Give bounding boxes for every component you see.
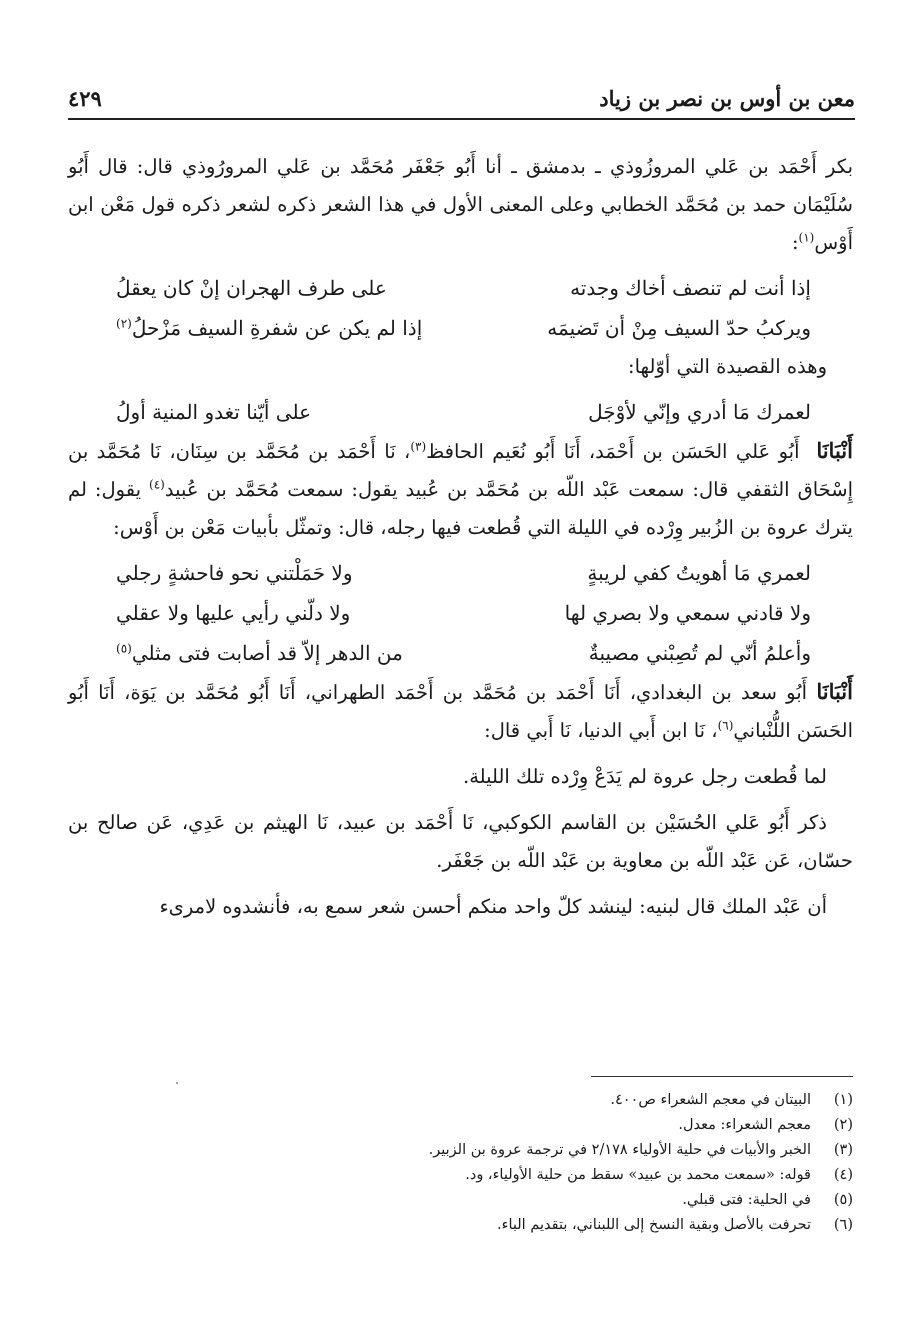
verse-6-second-text: من الدهر إلاّ قد أصابت فتى مثلي — [131, 641, 403, 665]
footnote-number: (٤) — [833, 1167, 853, 1183]
verse-line-2 — [68, 308, 853, 348]
footnote-ref-5: (٥) — [116, 641, 132, 656]
footnote-ref-1: (١) — [798, 230, 815, 245]
footnote-text: في الحلية: فتى قبلي. — [682, 1192, 811, 1208]
paragraph-3-text-b: ، نَا أَحْمَد بن مُحَمَّد بن سِنَان، نَا مُحَمَّد بن إِسْحَاق الثقفي قال: سمعت عَبْد اللّه بن مُحَمَّد بن عُبيد يقول: سمعت مُحَمَّد بن عُبيد — [68, 440, 854, 501]
paragraph-4-text-a: أَبُو سعد بن البغدادي، أَنَا أَحْمَد بن مُحَمَّد بن أَحْمَد الطهراني، أَنَا أَبُو مُحَمَّد بن يَوَة، أَنَا أَبُو الحَسَن اللُّنْباني — [68, 681, 853, 742]
paragraph-4-text-b: ، نَا ابن أَبي الدنيا، نَا أَبي قال: — [484, 719, 718, 742]
footnote-number: (١) — [833, 1092, 853, 1108]
verse-line-5 — [68, 593, 853, 633]
footnote-ref-6: (٦) — [717, 718, 734, 733]
footnote-item — [68, 1163, 853, 1188]
verse-6-first-hemistich: وأعلمُ أنّي لم تُصِبْني مصيبةٌ — [588, 641, 811, 665]
paragraph-1 — [68, 148, 853, 262]
footnote-text: البيتان في معجم الشعراء ص٤٠٠. — [610, 1092, 811, 1108]
paragraph-1-text: بكر أَحْمَد بن عَلي المروزُوذي ـ بدمشق ـ أنا أَبُو جَعْفَر مُحَمَّد بن عَلي المرورُوذي قال: قال أَبُو سُلَيْمَان حمد بن مُحَمَّد الخطابي وعلى المعنى الأول في هذا الشعر ذكره لشعر ذكره قول مَعْن ابن أَوْس — [68, 155, 853, 254]
verse-1-first-hemistich: إذا أنت لم تنصف أخاك وجدته — [570, 276, 811, 300]
footnote-item — [68, 1138, 853, 1163]
paragraph-3-text-a: أَبُو عَلي الحَسَن بن أَحْمَد، أَنَا أَبُو نُعَيم الحافظ — [426, 440, 800, 463]
footnote-text: تحرفت بالأصل وبقية النسخ إلى اللبناني، بتقديم الباء. — [497, 1217, 811, 1233]
page-number: ٤٢٩ — [68, 86, 102, 111]
verse-3-second-hemistich: على أيّنا تغدو المنية أولُ — [116, 400, 312, 424]
scan-speck — [176, 1082, 178, 1084]
verse-line-3 — [68, 392, 853, 432]
verse-line-1 — [68, 268, 853, 308]
anbana-keyword: أَنْبَانَا — [816, 438, 853, 463]
paragraph-3-text-c: يقول: لم يترك عروة بن الزُبير وِرْده في الليلة التي قُطعت فيها رجله، قال: وتمثّل بأبيات مَعْن بن أَوْس: — [68, 478, 853, 539]
running-title: معن بن أوس بن نصر بن زياد — [599, 86, 855, 111]
footnote-number: (٢) — [833, 1117, 853, 1133]
verse-5-first-hemistich: ولا قادني سمعي ولا بصري لها — [564, 601, 811, 625]
footnote-number: (٣) — [833, 1142, 853, 1158]
paragraph-6: ذكر أَبُو عَلي الحُسَيْن بن القاسم الكوكبي، نَا أَحْمَد بن عبيد، نَا الهيثم بن عَدِي، عَن صالح بن حسّان، عَن عَبْد اللّه بن معاوية بن عَبْد اللّه بن جَعْفَر. — [68, 811, 853, 872]
footnote-item — [68, 1188, 853, 1213]
paragraph-2: وهذه القصيدة التي أوّلها: — [628, 355, 827, 378]
verse-4-first-hemistich: لعمري مَا أهويتُ كفي لريبةٍ — [587, 561, 811, 585]
paragraph-1-end: : — [791, 231, 799, 254]
footnote-item — [68, 1113, 853, 1138]
anbana-keyword-2: أَنْبَانَا — [816, 679, 853, 704]
footnote-item — [68, 1213, 853, 1238]
verse-3-first-hemistich: لعمرك مَا أدري وإنّي لأوْجَل — [588, 400, 811, 424]
footnotes — [68, 1088, 853, 1238]
paragraph-7: أن عَبْد الملك قال لبنيه: لينشد كلّ واحد منكم أحسن شعر سمع به، فأنشدوه لامرىء — [159, 895, 827, 918]
main-text — [68, 148, 853, 926]
footnote-number: (٦) — [833, 1217, 853, 1233]
running-header — [68, 84, 855, 116]
verse-2-second-text: إذا لم يكن عن شفرةِ السيف مَزْحلُ — [131, 316, 423, 340]
verse-2-first-hemistich: ويركبُ حدّ السيف مِنْ أن تَضيمَه — [547, 316, 811, 340]
footnote-rule — [591, 1076, 853, 1077]
footnote-text: قوله: «سمعت محمد بن عبيد» سقط من حلية الأولياء، ود. — [465, 1167, 811, 1183]
verse-line-6 — [68, 633, 853, 673]
paragraph-5: لما قُطعت رجل عروة لم يَدَعْ وِرْده تلك الليلة. — [463, 765, 827, 788]
paragraph-3 — [68, 432, 853, 547]
verse-6-second-hemistich — [116, 633, 403, 673]
footnote-ref-3: (٣) — [410, 439, 427, 454]
verse-1-second-hemistich: على طرف الهجران إنْ كان يعقلُ — [116, 276, 387, 300]
verse-line-4 — [68, 553, 853, 593]
footnote-text: الخبر والأبيات في حلية الأولياء ٢/١٧٨ في ترجمة عروة بن الزبير. — [428, 1142, 811, 1158]
footnote-ref-2: (٢) — [116, 316, 132, 331]
header-rule — [68, 118, 855, 120]
footnote-text: معجم الشعراء: معدل. — [678, 1117, 811, 1133]
verse-4-second-hemistich: ولا حَمَلْتني نحو فاحشةٍ رجلي — [116, 561, 353, 585]
footnote-number: (٥) — [833, 1192, 853, 1208]
paragraph-4 — [68, 673, 853, 750]
verse-5-second-hemistich: ولا دلّني رأيي عليها ولا عقلي — [116, 601, 351, 625]
verse-2-second-hemistich — [116, 308, 422, 348]
footnote-ref-4: (٤) — [149, 477, 165, 492]
footnote-item — [68, 1088, 853, 1113]
